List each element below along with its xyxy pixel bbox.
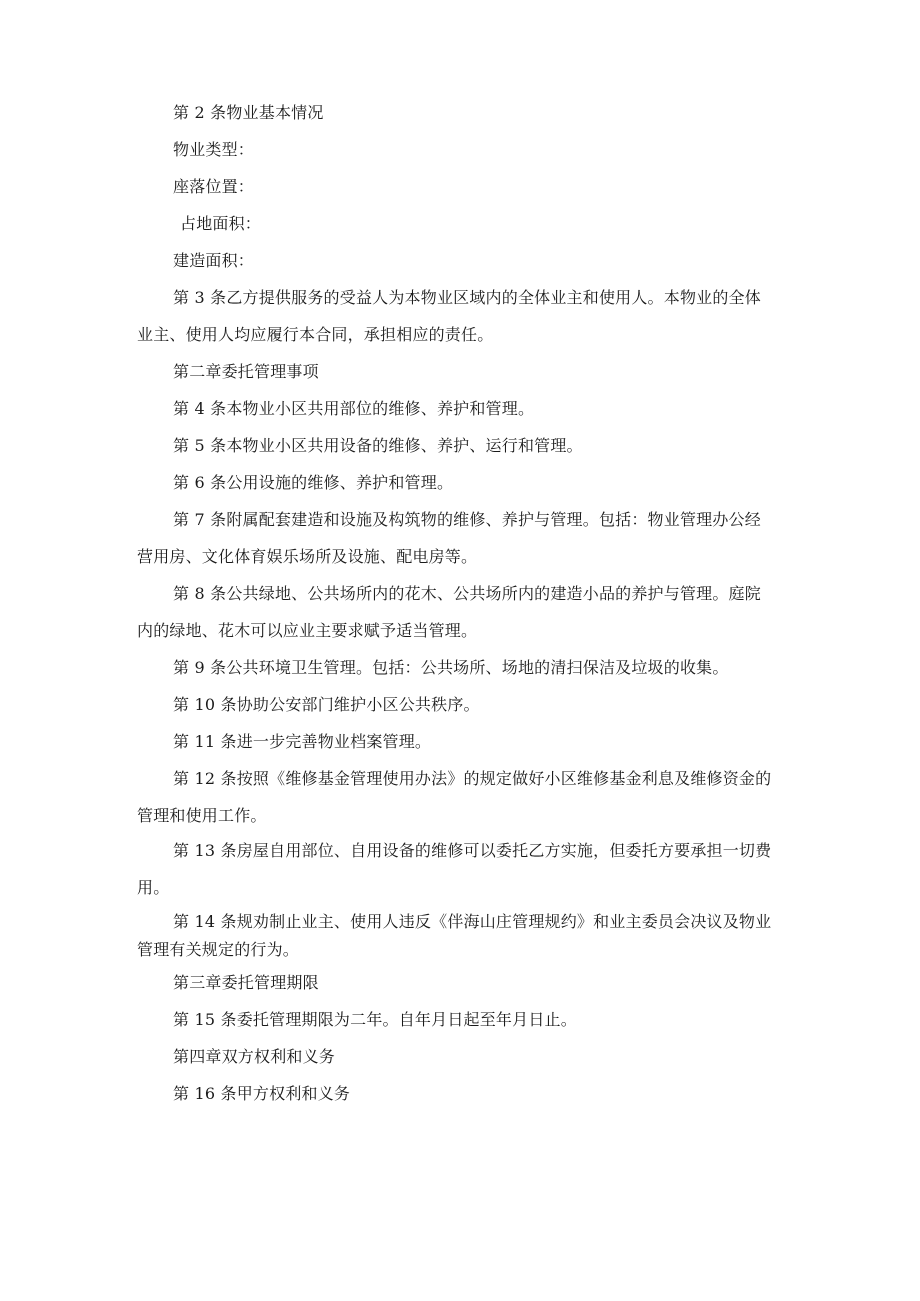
paragraph-article-3: 第 3 条乙方提供服务的受益人为本物业区域内的全体业主和使用人。本物业的全体业主、使用人均应履行本合同，承担相应的责任。 [137, 288, 761, 344]
paragraph-location: 座落位置： [173, 177, 255, 196]
paragraph-article-2: 第 2 条物业基本情况 [173, 103, 324, 122]
chapter-4-heading: 第四章双方权利和义务 [173, 1047, 336, 1066]
paragraph-article-4: 第 4 条本物业小区共用部位的维修、养护和管理。 [173, 399, 535, 418]
paragraph-article-8: 第 8 条公共绿地、公共场所内的花木、公共场所内的建造小品的养护与管理。庭院内的绿地、花木可以应业主要求赋予适当管理。 [137, 584, 761, 640]
paragraph-land-area: 占地面积： [180, 214, 262, 233]
chapter-2-heading: 第二章委托管理事项 [173, 362, 319, 381]
paragraph-article-9: 第 9 条公共环境卫生管理。包括：公共场所、场地的清扫保洁及垃圾的收集。 [173, 658, 729, 677]
paragraph-article-14: 第 14 条规劝制止业主、使用人违反《伴海山庄管理规约》和业主委员会决议及物业管理有关规定的行为。 [137, 912, 772, 959]
chapter-3-heading: 第三章委托管理期限 [173, 973, 319, 992]
paragraph-article-16: 第 16 条甲方权利和义务 [173, 1084, 351, 1103]
paragraph-article-12: 第 12 条按照《维修基金管理使用办法》的规定做好小区维修基金利息及维修资金的管理和使用工作。 [137, 769, 772, 825]
paragraph-article-15: 第 15 条委托管理期限为二年。自年月日起至年月日止。 [173, 1010, 577, 1029]
paragraph-article-6: 第 6 条公用设施的维修、养护和管理。 [173, 473, 454, 492]
paragraph-article-7: 第 7 条附属配套建造和设施及构筑物的维修、养护与管理。包括：物业管理办公经营用房、文化体育娱乐场所及设施、配电房等。 [137, 510, 761, 566]
paragraph-article-13: 第 13 条房屋自用部位、自用设备的维修可以委托乙方实施，但委托方要承担一切费用。 [137, 841, 772, 897]
paragraph-article-5: 第 5 条本物业小区共用设备的维修、养护、运行和管理。 [173, 436, 583, 455]
paragraph-property-type: 物业类型： [173, 140, 255, 159]
paragraph-article-11: 第 11 条进一步完善物业档案管理。 [173, 732, 432, 751]
paragraph-building-area: 建造面积： [173, 251, 255, 270]
paragraph-article-10: 第 10 条协助公安部门维护小区公共秩序。 [173, 695, 480, 714]
